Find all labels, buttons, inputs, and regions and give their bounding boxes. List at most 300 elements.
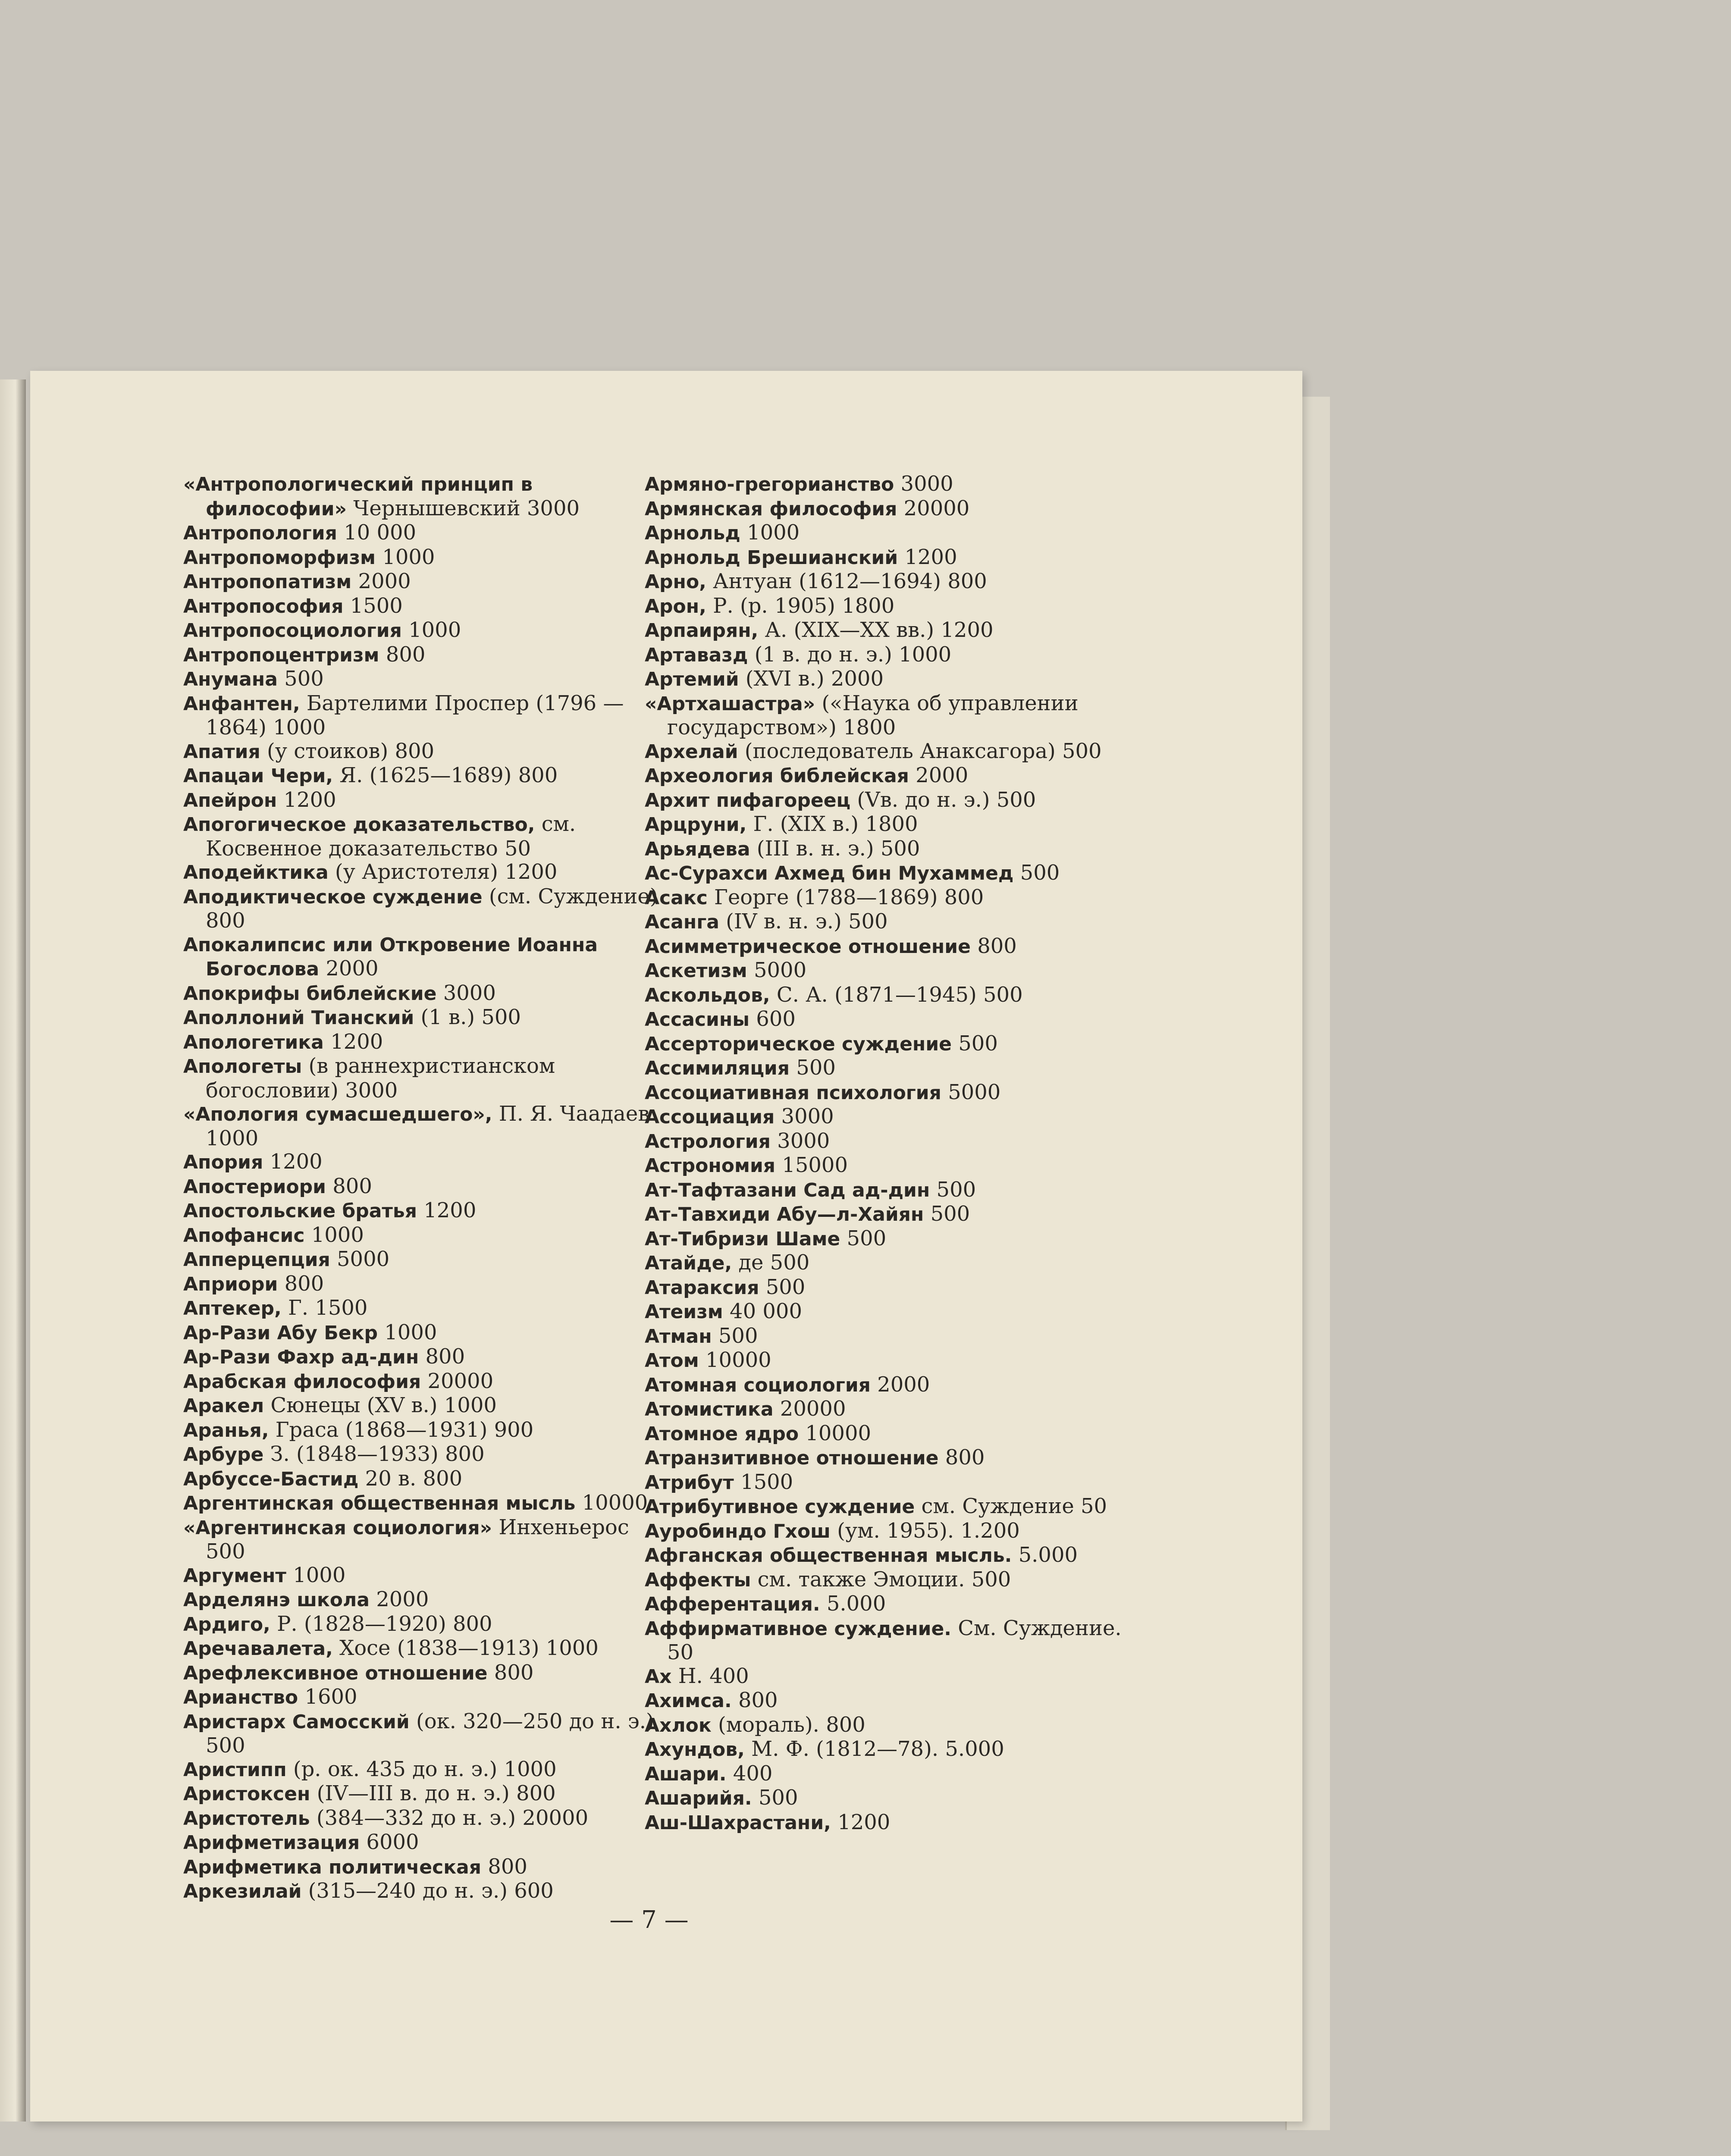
entry-details: (IV в. н. э.) 500 <box>719 909 888 934</box>
index-entry <box>645 1568 1136 1592</box>
entry-term: Атман <box>645 1325 712 1348</box>
entry-details: 800 <box>419 1344 465 1369</box>
index-entry <box>183 1491 671 1516</box>
index-entry <box>645 1007 1136 1032</box>
index-entry <box>183 1782 671 1806</box>
index-entry <box>645 1664 1136 1689</box>
index-entry <box>183 1516 671 1564</box>
entry-term: Археология библейская <box>645 765 909 787</box>
entry-details: Чернышевский 3000 <box>347 496 580 520</box>
entry-term: Ассоциация <box>645 1106 775 1128</box>
entry-term: Аффекты <box>645 1569 751 1591</box>
entry-term: Ат-Тавхиди Абу—л-Хайян <box>645 1203 924 1225</box>
entry-term: Арбуре <box>183 1444 264 1466</box>
entry-details: См. Суждение. 50 <box>667 1616 1122 1664</box>
index-entry <box>645 1543 1136 1568</box>
index-entry <box>183 1272 671 1297</box>
entry-details: Антуан (1612—1694) 800 <box>706 569 987 593</box>
entry-details: 5000 <box>747 958 807 982</box>
index-entry <box>645 1762 1136 1786</box>
entry-term: Ах <box>645 1665 672 1688</box>
index-entry <box>183 692 671 740</box>
entry-term: Антропоморфизм <box>183 546 376 569</box>
index-entry <box>645 837 1136 862</box>
index-entry <box>645 1811 1136 1835</box>
entry-term: Арделянэ школа <box>183 1589 370 1611</box>
index-entry <box>183 1661 671 1686</box>
index-entry <box>183 618 671 643</box>
entry-details: З. (1848—1933) 800 <box>263 1442 485 1466</box>
entry-details: 1000 <box>286 1563 346 1587</box>
entry-details: 15000 <box>775 1153 848 1177</box>
index-entry <box>645 740 1136 764</box>
index-entry <box>645 934 1136 959</box>
index-entry <box>183 981 671 1006</box>
entry-details: 800 <box>938 1445 985 1470</box>
entry-details: 1200 <box>277 787 336 812</box>
index-entry <box>645 570 1136 594</box>
left-column <box>183 472 671 1904</box>
entry-details: (315—240 до н. э.) 600 <box>301 1879 554 1903</box>
entry-term: Астрономия <box>645 1155 776 1177</box>
entry-term: Арабская философия <box>183 1370 421 1393</box>
index-entry <box>645 545 1136 570</box>
index-entry <box>645 1617 1136 1664</box>
entry-term: Атомное ядро <box>645 1423 799 1445</box>
entry-term: Артавазд <box>645 644 748 666</box>
entry-details: 1200 <box>323 1029 383 1054</box>
entry-term: Аш-Шахрастани, <box>645 1811 831 1834</box>
entry-term: Асакс <box>645 887 708 909</box>
entry-term: Ауробиндо Гхош <box>645 1520 831 1542</box>
index-entry <box>645 959 1136 983</box>
entry-term: Атомистика <box>645 1398 774 1420</box>
entry-details: 1000 <box>376 545 435 569</box>
entry-details: 5000 <box>941 1080 1001 1104</box>
entry-details: Бартелими Проспер (1796 — 1864) 1000 <box>206 691 624 740</box>
entry-details: М. Ф. (1812—78). 5.000 <box>744 1737 1004 1761</box>
entry-details: 20 в. 800 <box>358 1466 463 1491</box>
entry-term: Ассимиляция <box>645 1057 790 1079</box>
entry-details: 800 <box>326 1174 372 1198</box>
entry-term: Атайде, <box>645 1252 732 1274</box>
entry-term: Апперцепция <box>183 1249 330 1271</box>
entry-term: Атранзитивное отношение <box>645 1447 939 1469</box>
index-entry <box>183 1758 671 1782</box>
index-entry <box>183 1636 671 1661</box>
entry-term: Арьядева <box>645 838 750 860</box>
entry-details: 800 <box>379 642 426 667</box>
entry-term: Антропосоциология <box>183 620 402 642</box>
entry-details: 800 <box>970 934 1017 958</box>
entry-term: Апогогическое доказательство, <box>183 814 535 836</box>
index-entry <box>183 1612 671 1637</box>
entry-term: Армяно-грегорианство <box>645 473 894 495</box>
index-entry <box>645 1178 1136 1203</box>
index-entry <box>183 521 671 545</box>
index-entry <box>183 1175 671 1199</box>
entry-term: Арно, <box>645 571 706 593</box>
entry-term: Анфантен, <box>183 693 300 715</box>
entry-details: Граса (1868—1931) 900 <box>269 1417 534 1442</box>
index-entry <box>645 1470 1136 1495</box>
entry-details: Р. (1828—1920) 800 <box>270 1611 492 1636</box>
entry-details: (у Аристотеля) 1200 <box>328 860 558 884</box>
entry-term: Артемий <box>645 668 739 690</box>
entry-details: 500 <box>952 1031 998 1056</box>
entry-details: (у стоиков) 800 <box>260 739 435 763</box>
index-entry <box>183 1369 671 1394</box>
index-entry <box>645 1592 1136 1617</box>
index-entry <box>645 1348 1136 1373</box>
entry-details: 500 <box>752 1786 798 1810</box>
index-entry <box>645 910 1136 934</box>
entry-term: Апория <box>183 1151 263 1173</box>
entry-term: Апокалипсис или Откровение Иоанна Богослова <box>183 934 598 980</box>
entry-term: «Артхашастра» <box>645 693 815 715</box>
entry-term: Антропоцентризм <box>183 644 379 666</box>
entry-details: 10000 <box>575 1491 648 1515</box>
entry-details: (мораль). 800 <box>711 1712 866 1737</box>
entry-term: Аподиктическое суждение <box>183 886 483 908</box>
index-entry <box>183 1054 671 1102</box>
entry-term: Апокрифы библейские <box>183 982 437 1005</box>
entry-term: Апостериори <box>183 1175 326 1198</box>
entry-details: 1200 <box>898 545 957 569</box>
entry-term: Аристоксен <box>183 1783 310 1805</box>
entry-details: (Vв. до н. э.) 500 <box>850 787 1036 812</box>
entry-details: Г. (XIX в.) 1800 <box>746 812 918 836</box>
index-entry <box>183 1394 671 1418</box>
entry-term: Апацаи Чери, <box>183 765 333 787</box>
index-entry <box>645 692 1136 740</box>
entry-details: (ум. 1955). 1.200 <box>830 1518 1020 1543</box>
index-entry <box>183 472 671 521</box>
index-entry <box>183 1006 671 1030</box>
entry-term: Аргумент <box>183 1564 286 1587</box>
index-entry <box>645 1032 1136 1056</box>
entry-term: «Аргентинская социология» <box>183 1517 492 1539</box>
entry-term: Арбуссе-Бастид <box>183 1468 359 1490</box>
index-entry <box>645 1202 1136 1227</box>
entry-term: Атрибутивное суждение <box>645 1496 915 1518</box>
index-entry <box>183 1223 671 1248</box>
entry-term: Аракел <box>183 1395 264 1417</box>
entry-term: Арианство <box>183 1686 298 1708</box>
entry-details: 5.000 <box>820 1592 886 1616</box>
entry-details: 800 <box>278 1271 324 1296</box>
entry-details: 2000 <box>351 569 411 593</box>
entry-details: (384—332 до н. э.) 20000 <box>310 1805 589 1830</box>
entry-term: Аркезилай <box>183 1880 302 1902</box>
entry-details: см. Суждение 50 <box>915 1494 1107 1518</box>
entry-term: «Антропологический принцип в философии» <box>183 473 533 520</box>
left-page-edge <box>0 379 26 2122</box>
entry-details: (XVI в.) 2000 <box>739 667 884 691</box>
entry-details: см. также Эмоции. 500 <box>751 1567 1011 1592</box>
entry-details: (IV—III в. до н. э.) 800 <box>310 1781 556 1805</box>
entry-details: 40 000 <box>723 1299 802 1323</box>
entry-details: 500 <box>790 1056 836 1080</box>
entry-term: Апостольские братья <box>183 1200 417 1222</box>
index-entry <box>183 1879 671 1904</box>
index-entry <box>183 1102 671 1150</box>
entry-term: Аффирмативное суждение. <box>645 1617 952 1640</box>
entry-term: Апологетика <box>183 1031 324 1053</box>
entry-term: Аранья, <box>183 1419 269 1442</box>
entry-term: Арцруни, <box>645 814 747 836</box>
entry-term: Афферентация. <box>645 1593 820 1615</box>
entry-details: 1000 <box>401 618 461 642</box>
entry-details: Георге (1788—1869) 800 <box>707 885 984 909</box>
entry-details: 500 <box>712 1323 758 1348</box>
index-entry <box>645 1422 1136 1446</box>
entry-term: Атом <box>645 1350 699 1372</box>
index-entry <box>645 788 1136 813</box>
index-entry <box>183 643 671 667</box>
entry-term: Арифметизация <box>183 1832 360 1854</box>
entry-details: 3000 <box>894 472 953 496</box>
index-entry <box>183 740 671 764</box>
index-entry <box>183 1345 671 1369</box>
index-entry <box>645 1153 1136 1178</box>
index-entry <box>645 1081 1136 1105</box>
entry-term: Атомная социология <box>645 1374 871 1396</box>
entry-details: (в раннехристианском богословии) 3000 <box>206 1054 555 1103</box>
entry-details: 1200 <box>417 1198 477 1222</box>
index-entry <box>183 1247 671 1272</box>
entry-term: Арифметика политическая <box>183 1856 482 1878</box>
index-entry <box>183 812 671 860</box>
entry-details: 2000 <box>369 1587 429 1611</box>
book-page <box>30 371 1302 2122</box>
index-entry <box>183 1806 671 1831</box>
entry-details: 1000 <box>304 1222 364 1247</box>
entry-term: Апейрон <box>183 789 277 812</box>
entry-details: (III в. н. э.) 500 <box>750 836 920 861</box>
entry-term: Ашари. <box>645 1763 727 1785</box>
entry-term: Аскольдов, <box>645 984 770 1006</box>
entry-term: Ар-Рази Абу Бекр <box>183 1322 378 1344</box>
entry-details: 800 <box>487 1660 534 1685</box>
entry-details: Н. 400 <box>671 1664 749 1688</box>
entry-term: Арефлексивное отношение <box>183 1662 488 1684</box>
index-entry <box>183 764 671 788</box>
entry-term: Ат-Тибризи Шаме <box>645 1228 840 1250</box>
entry-term: Арпаирян, <box>645 620 759 642</box>
index-entry <box>645 1105 1136 1129</box>
entry-term: Антропология <box>183 522 337 544</box>
index-entry <box>645 1689 1136 1713</box>
index-entry <box>183 1296 671 1321</box>
entry-details: (последователь Анаксагора) 500 <box>738 739 1102 763</box>
index-entry <box>645 1495 1136 1519</box>
index-entry <box>645 1056 1136 1081</box>
entry-details: 400 <box>726 1761 773 1786</box>
entry-details: 2000 <box>870 1372 930 1397</box>
entry-details: («Наука об управлении государством») 1800 <box>667 691 1079 740</box>
index-entry <box>183 1321 671 1345</box>
entry-term: Арнольд Брешианский <box>645 546 898 569</box>
index-entry <box>645 1519 1136 1544</box>
index-entry <box>645 1786 1136 1811</box>
entry-details: 1500 <box>343 593 403 618</box>
entry-term: Астрология <box>645 1130 771 1153</box>
entry-term: Ардиго, <box>183 1613 270 1636</box>
index-entry <box>645 1397 1136 1422</box>
entry-term: Аскетизм <box>645 960 747 982</box>
index-entry <box>645 643 1136 667</box>
entry-term: Ассоциативная психология <box>645 1081 941 1104</box>
entry-term: Анумана <box>183 668 278 690</box>
index-entry <box>183 1685 671 1710</box>
entry-details: 600 <box>749 1007 796 1031</box>
entry-term: Архелай <box>645 740 738 763</box>
entry-details: (р. ок. 435 до н. э.) 1000 <box>286 1757 557 1781</box>
entry-term: Аргентинская общественная мысль <box>183 1492 576 1514</box>
index-entry <box>183 1830 671 1855</box>
index-entry <box>183 594 671 619</box>
entry-details: 1600 <box>298 1685 357 1709</box>
entry-term: Атеизм <box>645 1301 723 1323</box>
entry-term: Ассасины <box>645 1009 750 1031</box>
entry-details: 500 <box>924 1202 970 1226</box>
entry-details: (ок. 320—250 до н. э.) 500 <box>206 1709 654 1758</box>
index-entry <box>183 1150 671 1175</box>
entry-details: Я. (1625—1689) 800 <box>333 763 558 787</box>
entry-details: 500 <box>759 1275 806 1299</box>
entry-details: 500 <box>277 667 324 691</box>
entry-term: Аристарх Самосский <box>183 1711 410 1733</box>
entry-details: Инхеньерос 500 <box>206 1515 629 1564</box>
entry-term: Аптекер, <box>183 1297 282 1319</box>
entry-term: Аполлоний Тианский <box>183 1007 414 1029</box>
index-entry <box>183 885 671 933</box>
entry-details: 3000 <box>770 1128 830 1153</box>
entry-term: Атрибут <box>645 1471 734 1494</box>
index-entry <box>183 667 671 692</box>
index-entry <box>645 667 1136 692</box>
entry-details: 10 000 <box>337 520 417 545</box>
entry-term: Апологеты <box>183 1056 302 1078</box>
index-entry <box>183 1199 671 1223</box>
entry-details: П. Я. Чаадаев 1000 <box>206 1102 650 1150</box>
entry-details: 3000 <box>775 1104 834 1128</box>
index-entry <box>183 788 671 813</box>
index-entry <box>645 1227 1136 1251</box>
index-entry <box>645 983 1136 1008</box>
index-entry <box>183 1442 671 1467</box>
entry-details: см. Косвенное доказательство 50 <box>206 812 576 861</box>
entry-details: (1 в.) 500 <box>414 1005 521 1029</box>
entry-details: Сюнецы (XV в.) 1000 <box>264 1393 497 1417</box>
entry-term: Армянская философия <box>645 498 897 520</box>
entry-details: 1000 <box>740 520 800 545</box>
index-entry <box>645 1324 1136 1349</box>
entry-term: Априори <box>183 1273 278 1295</box>
entry-details: 5.000 <box>1012 1543 1078 1567</box>
entry-details: С. А. (1871—1945) 500 <box>770 982 1023 1007</box>
entry-details: 6000 <box>360 1830 419 1854</box>
index-entry <box>645 594 1136 619</box>
entry-term: Ахимса. <box>645 1690 732 1712</box>
entry-details: Хосе (1838—1913) 1000 <box>332 1636 599 1660</box>
entry-details: 2000 <box>319 956 379 981</box>
index-entry <box>183 1855 671 1880</box>
entry-term: Афганская общественная мысль. <box>645 1545 1012 1567</box>
index-entry <box>183 860 671 885</box>
index-entry <box>183 1564 671 1588</box>
entry-term: Атараксия <box>645 1276 759 1299</box>
entry-details: де 500 <box>732 1250 810 1275</box>
entry-details: 1000 <box>377 1320 437 1344</box>
index-entry <box>645 472 1136 497</box>
index-entry <box>183 1467 671 1492</box>
entry-term: Ахлок <box>645 1714 712 1736</box>
entry-details: 1200 <box>831 1810 891 1834</box>
index-entry <box>645 497 1136 521</box>
index-entry <box>183 545 671 570</box>
entry-details: 20000 <box>421 1369 494 1393</box>
entry-details: 800 <box>731 1688 778 1712</box>
index-entry <box>645 1129 1136 1154</box>
entry-term: «Апология сумасшедшего», <box>183 1103 492 1125</box>
index-entry <box>645 618 1136 643</box>
entry-term: Асанга <box>645 911 719 933</box>
index-entry <box>183 1710 671 1758</box>
entry-term: Ассерторическое суждение <box>645 1033 952 1055</box>
entry-term: Ашарийя. <box>645 1787 752 1809</box>
index-entry <box>645 1373 1136 1398</box>
entry-details: 10000 <box>699 1348 771 1372</box>
entry-details: Р. (р. 1905) 1800 <box>706 593 895 618</box>
entry-term: Аристипп <box>183 1758 287 1781</box>
index-entry <box>183 933 671 981</box>
entry-term: Асимметрическое отношение <box>645 935 971 958</box>
entry-term: Ат-Тафтазани Сад ад-дин <box>645 1179 930 1201</box>
entry-term: Арнольд <box>645 522 740 544</box>
entry-details: 1500 <box>734 1470 793 1494</box>
index-entry <box>645 812 1136 837</box>
entry-details: 3000 <box>436 981 496 1005</box>
entry-details: А. (XIX—XX вв.) 1200 <box>758 618 994 642</box>
entry-details: 2000 <box>909 763 969 787</box>
index-entry <box>183 1418 671 1443</box>
entry-details: 800 <box>481 1854 527 1879</box>
entry-details: 10000 <box>799 1421 872 1445</box>
entry-term: Ахундов, <box>645 1739 745 1761</box>
entry-term: Архит пифагореец <box>645 789 851 812</box>
entry-term: Арон, <box>645 595 706 617</box>
index-entry <box>645 861 1136 886</box>
entry-details: 5000 <box>330 1247 390 1271</box>
entry-term: Антропософия <box>183 595 344 617</box>
index-entry <box>645 886 1136 910</box>
entry-term: Апатия <box>183 740 260 763</box>
index-entry <box>645 521 1136 545</box>
index-entry <box>183 1588 671 1612</box>
entry-details: (1 в. до н. э.) 1000 <box>748 642 952 667</box>
entry-details: 20000 <box>773 1397 846 1421</box>
entry-term: Ас-Сурахси Ахмед бин Мухаммед <box>645 862 1014 884</box>
index-entry <box>645 1275 1136 1300</box>
index-entry <box>183 570 671 594</box>
entry-term: Аристотель <box>183 1807 310 1830</box>
index-entry <box>645 764 1136 788</box>
right-column <box>645 472 1136 1835</box>
index-entry <box>645 1300 1136 1324</box>
page-number: — 7 — <box>609 1906 689 1934</box>
